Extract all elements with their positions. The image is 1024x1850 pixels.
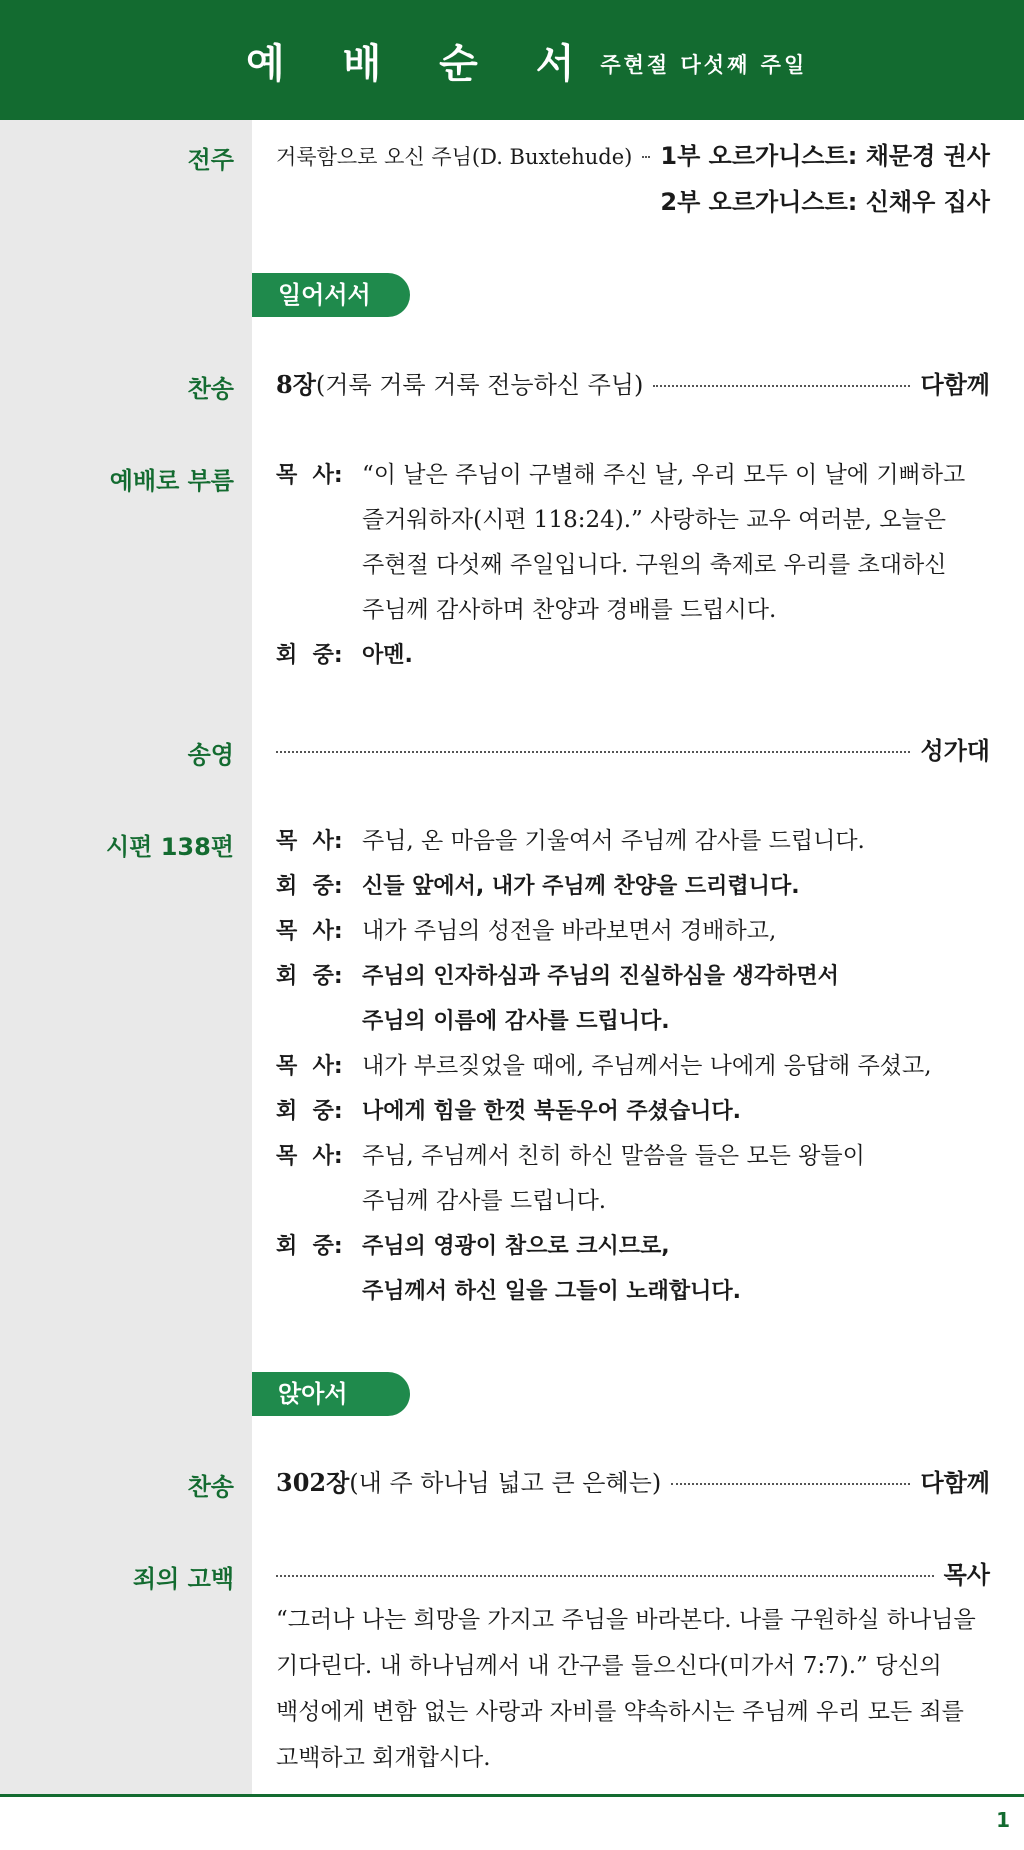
dialog-line <box>276 819 996 864</box>
leader-dots <box>276 751 910 753</box>
confession-row <box>276 1559 990 1591</box>
footer-rule <box>0 1794 1024 1797</box>
hymn2-title: (내 주 하나님 넓고 큰 은혜는) <box>349 1469 662 1497</box>
confession-line: “그러나 나는 희망을 가지고 주님을 바라본다. 나를 구원하실 하나님을 <box>276 1607 976 1633</box>
dialog-text: 내가 부르짖었을 때에, 주님께서는 나에게 응답해 주셨고, <box>362 1053 932 1079</box>
confession-label: 죄의 고백 <box>132 1565 234 1593</box>
speaker: 목 사: <box>276 1144 343 1169</box>
speaker: 목 사: <box>276 829 343 854</box>
dialog-line <box>276 1089 996 1134</box>
prelude-row <box>276 140 990 173</box>
page-header <box>0 0 1024 120</box>
dialog-line <box>276 633 996 678</box>
dialog-line <box>276 1224 996 1269</box>
hymn1-title: (거룩 거룩 거룩 전능하신 주님) <box>315 371 644 399</box>
hymn2-number: 302장 <box>276 1468 350 1497</box>
leader-dots <box>671 1483 910 1485</box>
hymn2-label: 찬송 <box>187 1473 234 1501</box>
leader-dots <box>276 1575 934 1577</box>
dialog-text: 주님, 온 마음을 기울여서 주님께 감사를 드립니다. <box>362 828 865 854</box>
dialog-text: 주님, 주님께서 친히 하신 말씀을 들은 모든 왕들이 <box>362 1143 865 1169</box>
prelude-performer-2: 2부 오르가니스트: 신채우 집사 <box>660 188 990 216</box>
dialog-text: 신들 앞에서, 내가 주님께 찬양을 드리렵니다. <box>362 874 800 899</box>
dialog-continuation: 주현절 다섯째 주일입니다. 구원의 축제로 우리를 초대하신 <box>362 552 947 578</box>
page-subtitle: 주현절 다섯째 주일 <box>600 53 808 77</box>
dialog-line <box>276 453 996 498</box>
confession-by: 목사 <box>943 1561 990 1589</box>
dialog-line <box>276 1044 996 1089</box>
prelude-label: 전주 <box>187 146 234 174</box>
hymn1-by: 다함께 <box>920 371 990 399</box>
dialog-line <box>276 999 996 1044</box>
dialog-line <box>276 864 996 909</box>
dialog-text: 내가 주님의 성전을 바라보면서 경배하고, <box>362 918 777 944</box>
call-to-worship <box>276 453 996 678</box>
dialog-text: 아멘. <box>362 643 413 668</box>
dialog-text: 주님께서 하신 일을 그들이 노래합니다. <box>362 1279 742 1304</box>
leader-dots <box>653 385 910 387</box>
speaker: 회 중: <box>276 964 343 989</box>
leader-dots <box>642 156 650 158</box>
psalm-reading <box>276 819 996 1314</box>
dialog-continuation: 주님께 감사하며 찬양과 경배를 드립시다. <box>362 597 777 623</box>
speaker: 목 사: <box>276 1054 343 1079</box>
anthem-by: 성가대 <box>920 737 990 765</box>
confession-line: 백성에게 변함 없는 사랑과 자비를 약속하시는 주님께 우리 모든 죄를 <box>276 1699 964 1725</box>
speaker-pastor: 목 사: <box>276 463 343 488</box>
dialog-line <box>276 909 996 954</box>
speaker: 목 사: <box>276 919 343 944</box>
dialog-line <box>276 1179 996 1224</box>
speaker-congregation: 회 중: <box>276 643 343 668</box>
speaker: 회 중: <box>276 874 343 899</box>
call-to-worship-label: 예배로 부름 <box>109 467 234 495</box>
page-title: 예 배 순 서 <box>246 40 597 87</box>
dialog-text: 주님의 이름에 감사를 드립니다. <box>362 1009 670 1034</box>
confession-line: 기다린다. 내 하나님께서 내 간구를 들으신다(미가서 7:7).” 당신의 <box>276 1653 942 1679</box>
prelude-performer-1: 1부 오르가니스트: 채문경 권사 <box>660 142 990 170</box>
hymn1-row <box>276 369 990 401</box>
page-number: 1 <box>996 1808 1010 1832</box>
hymn2-row <box>276 1467 990 1499</box>
hymn1-number: 8장 <box>276 370 316 399</box>
anthem-label: 송영 <box>187 741 234 769</box>
hymn1-label: 찬송 <box>187 375 234 403</box>
psalm-label: 시편 138편 <box>105 833 234 861</box>
anthem-row <box>276 735 990 767</box>
dialog-continuation: 즐거워하자(시편 118:24).” 사랑하는 교우 여러분, 오늘은 <box>362 507 946 533</box>
hymn2-by: 다함께 <box>920 1469 990 1497</box>
dialog-line <box>276 954 996 999</box>
dialog-text: 나에게 힘을 한껏 북돋우어 주셨습니다. <box>362 1099 742 1124</box>
dialog-line <box>276 1134 996 1179</box>
speaker: 회 중: <box>276 1234 343 1259</box>
speaker: 회 중: <box>276 1099 343 1124</box>
section-sit: 앉아서 <box>252 1372 410 1416</box>
dialog-text: 주님께 감사를 드립니다. <box>362 1188 607 1214</box>
dialog-text: 주님의 영광이 참으로 크시므로, <box>362 1234 670 1259</box>
section-stand: 일어서서 <box>252 273 410 317</box>
dialog-text: 주님의 인자하심과 주님의 진실하심을 생각하면서 <box>362 964 839 989</box>
prelude-piece: 거룩함으로 오신 주님(D. Buxtehude) <box>276 145 633 169</box>
confession-line: 고백하고 회개합시다. <box>276 1745 491 1771</box>
dialog-line <box>276 1269 996 1314</box>
dialog-text: “이 날은 주님이 구별해 주신 날, 우리 모두 이 날에 기뻐하고 <box>362 462 966 488</box>
confession-text <box>276 1597 990 1781</box>
